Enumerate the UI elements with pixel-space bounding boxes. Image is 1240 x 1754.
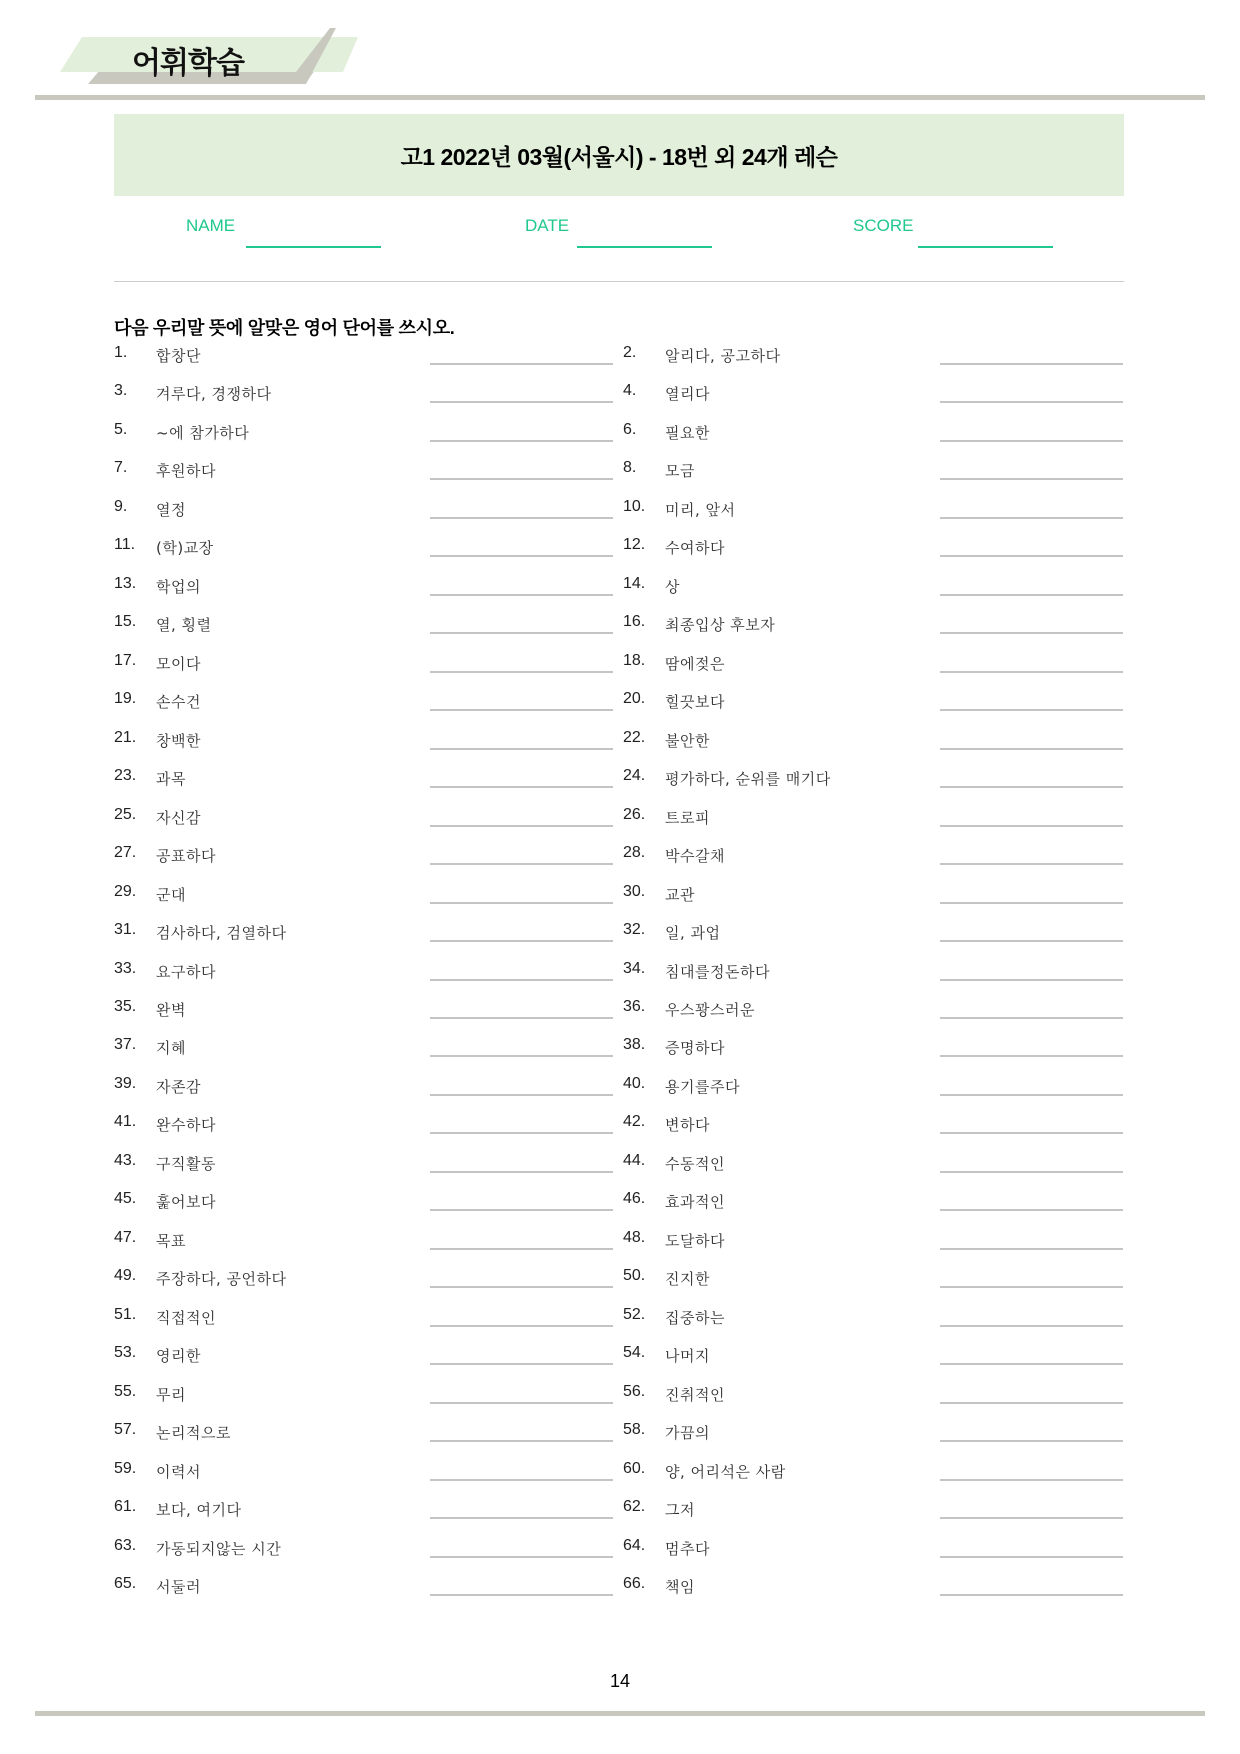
item-number: 65.	[114, 1575, 137, 1593]
item-korean-meaning: 효과적인	[665, 1193, 725, 1212]
vocab-item	[623, 1383, 1123, 1421]
item-korean-meaning: 용기를주다	[665, 1077, 740, 1096]
answer-blank[interactable]	[430, 1171, 613, 1173]
item-number: 2.	[623, 344, 637, 361]
score-label: SCORE	[853, 216, 914, 235]
answer-blank[interactable]	[940, 786, 1123, 788]
item-number: 17.	[114, 651, 137, 669]
item-korean-meaning: 땀에젖은	[665, 654, 725, 673]
item-number: 13.	[114, 574, 137, 592]
item-number: 20.	[623, 690, 646, 708]
vocab-item	[623, 1537, 1123, 1575]
item-korean-meaning: 미리, 앞서	[665, 500, 736, 519]
answer-blank[interactable]	[940, 478, 1123, 480]
date-input-line[interactable]	[577, 246, 712, 248]
answer-blank[interactable]	[940, 594, 1123, 596]
vocab-item	[623, 1498, 1123, 1536]
item-number: 52.	[623, 1305, 646, 1323]
item-korean-meaning: 주장하다, 공언하다	[156, 1270, 287, 1289]
item-number: 53.	[114, 1344, 137, 1362]
item-korean-meaning: 증명하다	[665, 1039, 725, 1058]
item-number: 36.	[623, 997, 646, 1015]
vocab-item	[114, 421, 614, 459]
item-korean-meaning: 학업의	[156, 577, 201, 596]
vocab-item	[623, 806, 1123, 844]
instruction-text: 다음 우리말 뜻에 알맞은 영어 단어를 쓰시오.	[114, 318, 455, 338]
answer-blank[interactable]	[940, 1479, 1123, 1481]
item-number: 62.	[623, 1498, 646, 1516]
item-korean-meaning: 논리적으로	[156, 1424, 231, 1443]
item-number: 5.	[114, 420, 128, 438]
item-number: 34.	[623, 959, 646, 977]
score-field	[853, 216, 913, 236]
score-input-line[interactable]	[918, 246, 1053, 248]
answer-blank[interactable]	[430, 1248, 613, 1250]
item-korean-meaning: 무리	[156, 1385, 186, 1404]
vocab-item	[623, 1075, 1123, 1113]
item-number: 39.	[114, 1074, 137, 1092]
vocab-item	[114, 1575, 614, 1613]
answer-blank[interactable]	[430, 1286, 613, 1288]
answer-blank[interactable]	[940, 1017, 1123, 1019]
item-number: 66.	[623, 1575, 646, 1593]
vocab-item	[114, 1036, 614, 1074]
answer-blank[interactable]	[430, 1594, 613, 1596]
vocab-item	[114, 382, 614, 420]
item-number: 54.	[623, 1344, 646, 1362]
page-number: 14	[609, 1671, 631, 1691]
answer-blank[interactable]	[430, 863, 613, 865]
date-label: DATE	[525, 216, 570, 235]
item-korean-meaning: 서둘러	[156, 1578, 201, 1597]
answer-blank[interactable]	[430, 363, 613, 365]
answer-blank[interactable]	[940, 940, 1123, 942]
item-number: 18.	[623, 651, 646, 669]
item-korean-meaning: 목표	[156, 1231, 186, 1250]
title-box	[114, 114, 1124, 196]
vocab-item	[114, 1537, 614, 1575]
answer-blank[interactable]	[430, 825, 613, 827]
answer-blank[interactable]	[940, 709, 1123, 711]
item-korean-meaning: 일, 과업	[665, 924, 721, 943]
answer-blank[interactable]	[940, 401, 1123, 403]
item-number: 57.	[114, 1421, 137, 1439]
item-korean-meaning: 겨루다, 경쟁하다	[156, 385, 272, 404]
item-korean-meaning: 검사하다, 검열하다	[156, 924, 287, 943]
item-korean-meaning: 완수하다	[156, 1116, 216, 1135]
item-number: 63.	[114, 1536, 137, 1554]
item-korean-meaning: 자존감	[156, 1077, 201, 1096]
vocab-item	[623, 344, 1123, 382]
item-number: 41.	[114, 1113, 137, 1131]
answer-blank[interactable]	[940, 555, 1123, 557]
vocab-item	[114, 1383, 614, 1421]
vocab-item	[623, 998, 1123, 1036]
item-korean-meaning: 요구하다	[156, 962, 216, 981]
item-korean-meaning: ~에 참가하다	[156, 423, 250, 442]
answer-blank[interactable]	[430, 1094, 613, 1096]
name-input-line[interactable]	[246, 246, 381, 248]
item-korean-meaning: 후원하다	[156, 462, 216, 481]
page-title: 고1 2022년 03월(서울시) - 18번 외 24개 레슨	[400, 143, 838, 170]
vocab-item	[114, 844, 614, 882]
vocab-item	[114, 344, 614, 382]
answer-blank[interactable]	[430, 709, 613, 711]
vocab-item	[114, 1267, 614, 1305]
answer-blank[interactable]	[940, 1094, 1123, 1096]
item-number: 15.	[114, 613, 137, 631]
vocab-item	[623, 1229, 1123, 1267]
vocab-item	[623, 1306, 1123, 1344]
item-korean-meaning: 힐끗보다	[665, 693, 725, 712]
answer-blank[interactable]	[940, 979, 1123, 981]
vocab-item	[114, 690, 614, 728]
answer-blank[interactable]	[430, 1402, 613, 1404]
answer-blank[interactable]	[940, 632, 1123, 634]
item-korean-meaning: 집중하는	[665, 1308, 725, 1327]
item-number: 49.	[114, 1267, 137, 1285]
item-korean-meaning: 나머지	[665, 1347, 710, 1366]
item-korean-meaning: 수여하다	[665, 539, 725, 558]
item-number: 33.	[114, 959, 137, 977]
item-korean-meaning: 평가하다, 순위를 매기다	[665, 770, 831, 789]
item-korean-meaning: 박수갈채	[665, 847, 725, 866]
answer-blank[interactable]	[940, 902, 1123, 904]
item-korean-meaning: (학)교장	[156, 539, 214, 558]
vocab-item	[623, 1575, 1123, 1613]
item-korean-meaning: 상	[665, 577, 680, 596]
item-number: 61.	[114, 1498, 137, 1516]
item-number: 55.	[114, 1382, 137, 1400]
answer-blank[interactable]	[430, 440, 613, 442]
vocab-item	[114, 883, 614, 921]
bottom-rule	[35, 1711, 1205, 1716]
item-number: 35.	[114, 997, 137, 1015]
vocab-item	[623, 767, 1123, 805]
answer-blank[interactable]	[430, 594, 613, 596]
item-number: 43.	[114, 1151, 137, 1169]
answer-blank[interactable]	[940, 440, 1123, 442]
vocab-item	[114, 536, 614, 574]
vocab-item	[114, 498, 614, 536]
answer-blank[interactable]	[430, 1479, 613, 1481]
answer-blank[interactable]	[430, 902, 613, 904]
item-number: 46.	[623, 1190, 646, 1208]
item-korean-meaning: 군대	[156, 885, 186, 904]
name-label: NAME	[186, 216, 236, 235]
vocab-item	[114, 921, 614, 959]
item-number: 60.	[623, 1459, 646, 1477]
item-korean-meaning: 완벽	[156, 1000, 186, 1019]
answer-blank[interactable]	[430, 671, 613, 673]
item-korean-meaning: 과목	[156, 770, 186, 789]
item-korean-meaning: 침대를정돈하다	[665, 962, 770, 981]
vocab-item	[114, 1460, 614, 1498]
item-korean-meaning: 합창단	[156, 347, 201, 365]
answer-blank[interactable]	[940, 1132, 1123, 1134]
vocab-item	[114, 575, 614, 613]
item-korean-meaning: 트로피	[665, 808, 710, 827]
vocab-item	[623, 921, 1123, 959]
answer-blank[interactable]	[940, 1248, 1123, 1250]
vocab-item	[623, 652, 1123, 690]
vocab-item	[623, 575, 1123, 613]
item-number: 42.	[623, 1113, 646, 1131]
vocab-item	[623, 690, 1123, 728]
answer-blank[interactable]	[430, 786, 613, 788]
item-korean-meaning: 책임	[665, 1578, 695, 1597]
date-field	[525, 216, 569, 236]
item-number: 21.	[114, 728, 137, 746]
answer-blank[interactable]	[940, 1517, 1123, 1519]
answer-blank[interactable]	[940, 1402, 1123, 1404]
answer-blank[interactable]	[430, 1132, 613, 1134]
item-korean-meaning: 훑어보다	[156, 1193, 216, 1212]
answer-blank[interactable]	[430, 1440, 613, 1442]
item-number: 7.	[114, 459, 128, 477]
vocab-item	[623, 1113, 1123, 1151]
vocab-item	[623, 883, 1123, 921]
answer-blank[interactable]	[940, 1286, 1123, 1288]
item-number: 24.	[623, 767, 646, 785]
vocab-item	[114, 652, 614, 690]
item-number: 31.	[114, 921, 137, 939]
vocab-item	[623, 613, 1123, 651]
item-korean-meaning: 열정	[156, 500, 186, 519]
item-number: 19.	[114, 690, 137, 708]
item-number: 30.	[623, 882, 646, 900]
item-korean-meaning: 영리한	[156, 1347, 201, 1366]
item-korean-meaning: 이력서	[156, 1462, 201, 1481]
item-number: 16.	[623, 613, 646, 631]
item-korean-meaning: 최종입상 후보자	[665, 616, 776, 635]
answer-blank[interactable]	[940, 1209, 1123, 1211]
vocab-item	[623, 960, 1123, 998]
item-korean-meaning: 창백한	[156, 731, 201, 750]
item-korean-meaning: 열, 횡렬	[156, 616, 212, 635]
item-korean-meaning: 구직활동	[156, 1154, 216, 1173]
vocab-item	[623, 1460, 1123, 1498]
vocab-item	[114, 1190, 614, 1228]
item-number: 3.	[114, 382, 128, 400]
item-korean-meaning: 교관	[665, 885, 695, 904]
vocab-item	[114, 767, 614, 805]
item-korean-meaning: 필요한	[665, 423, 710, 442]
item-number: 27.	[114, 844, 137, 862]
vocab-item	[114, 1152, 614, 1190]
answer-blank[interactable]	[940, 363, 1123, 365]
item-korean-meaning: 모금	[665, 462, 695, 481]
item-number: 8.	[623, 459, 637, 477]
answer-blank[interactable]	[940, 1171, 1123, 1173]
item-number: 9.	[114, 497, 128, 515]
item-number: 1.	[114, 344, 128, 361]
vocab-item	[623, 844, 1123, 882]
vocab-item	[114, 729, 614, 767]
item-korean-meaning: 가끔의	[665, 1424, 710, 1443]
answer-blank[interactable]	[940, 748, 1123, 750]
answer-blank[interactable]	[940, 1556, 1123, 1558]
answer-blank[interactable]	[940, 1594, 1123, 1596]
item-korean-meaning: 도달하다	[665, 1231, 725, 1250]
name-field	[186, 216, 235, 236]
item-number: 64.	[623, 1536, 646, 1554]
answer-blank[interactable]	[430, 632, 613, 634]
item-number: 26.	[623, 805, 646, 823]
answer-blank[interactable]	[430, 1517, 613, 1519]
item-korean-meaning: 손수건	[156, 693, 201, 712]
item-number: 32.	[623, 921, 646, 939]
answer-blank[interactable]	[940, 1325, 1123, 1327]
answer-blank[interactable]	[430, 940, 613, 942]
vocab-item	[114, 1229, 614, 1267]
item-number: 29.	[114, 882, 137, 900]
answer-blank[interactable]	[940, 517, 1123, 519]
item-number: 25.	[114, 805, 137, 823]
vocab-item	[623, 421, 1123, 459]
item-number: 6.	[623, 420, 637, 438]
item-number: 4.	[623, 382, 637, 400]
item-number: 12.	[623, 536, 646, 554]
item-number: 44.	[623, 1151, 646, 1169]
top-rule	[35, 95, 1205, 100]
vocab-item	[114, 1306, 614, 1344]
item-number: 11.	[114, 536, 136, 554]
vocab-item	[623, 459, 1123, 497]
item-korean-meaning: 가동되지않는 시간	[156, 1539, 282, 1558]
vocab-item	[623, 1267, 1123, 1305]
header-divider	[114, 281, 1124, 282]
item-number: 14.	[623, 574, 646, 592]
section-banner	[60, 26, 370, 88]
vocab-item	[114, 1344, 614, 1382]
answer-blank[interactable]	[430, 1325, 613, 1327]
item-number: 47.	[114, 1228, 137, 1246]
answer-blank[interactable]	[430, 1556, 613, 1558]
item-korean-meaning: 양, 어리석은 사람	[665, 1462, 786, 1481]
answer-blank[interactable]	[430, 1363, 613, 1365]
vocab-item	[114, 1421, 614, 1459]
item-korean-meaning: 공표하다	[156, 847, 216, 866]
item-number: 45.	[114, 1190, 137, 1208]
item-korean-meaning: 불안한	[665, 731, 710, 750]
item-number: 37.	[114, 1036, 137, 1054]
vocab-item	[114, 998, 614, 1036]
item-number: 40.	[623, 1074, 646, 1092]
banner-title: 어휘학습	[132, 46, 244, 81]
item-number: 38.	[623, 1036, 646, 1054]
vocab-item	[623, 1344, 1123, 1382]
item-korean-meaning: 그저	[665, 1501, 695, 1520]
answer-blank[interactable]	[430, 517, 613, 519]
vocab-item	[623, 382, 1123, 420]
answer-blank[interactable]	[940, 1440, 1123, 1442]
vocab-item	[114, 806, 614, 844]
answer-blank[interactable]	[430, 1055, 613, 1057]
item-korean-meaning: 변하다	[665, 1116, 710, 1135]
item-korean-meaning: 직접적인	[156, 1308, 216, 1327]
vocab-item	[623, 536, 1123, 574]
vocab-item	[114, 613, 614, 651]
vocab-item	[114, 1498, 614, 1536]
vocab-item	[114, 1113, 614, 1151]
vocab-item	[623, 1036, 1123, 1074]
answer-blank[interactable]	[940, 671, 1123, 673]
answer-blank[interactable]	[940, 1055, 1123, 1057]
item-number: 58.	[623, 1421, 646, 1439]
item-korean-meaning: 알리다, 공고하다	[665, 347, 781, 365]
item-korean-meaning: 멈추다	[665, 1539, 710, 1558]
item-number: 28.	[623, 844, 646, 862]
answer-blank[interactable]	[430, 478, 613, 480]
answer-blank[interactable]	[430, 401, 613, 403]
vocab-item	[623, 1421, 1123, 1459]
item-korean-meaning: 우스꽝스러운	[665, 1000, 755, 1019]
vocab-item	[623, 1190, 1123, 1228]
item-korean-meaning: 지혜	[156, 1039, 186, 1058]
item-number: 48.	[623, 1228, 646, 1246]
answer-blank[interactable]	[940, 825, 1123, 827]
vocab-item	[114, 960, 614, 998]
item-korean-meaning: 열리다	[665, 385, 710, 404]
vocab-item	[623, 1152, 1123, 1190]
item-number: 59.	[114, 1459, 137, 1477]
item-number: 50.	[623, 1267, 646, 1285]
item-korean-meaning: 진지한	[665, 1270, 710, 1289]
vocab-item	[623, 498, 1123, 536]
vocab-item	[114, 1075, 614, 1113]
item-korean-meaning: 모이다	[156, 654, 201, 673]
answer-blank[interactable]	[430, 979, 613, 981]
answer-blank[interactable]	[940, 863, 1123, 865]
item-number: 51.	[114, 1305, 137, 1323]
vocab-item	[623, 729, 1123, 767]
item-korean-meaning: 자신감	[156, 808, 201, 827]
item-number: 56.	[623, 1382, 646, 1400]
answer-blank[interactable]	[430, 555, 613, 557]
item-korean-meaning: 보다, 여기다	[156, 1501, 242, 1520]
answer-blank[interactable]	[430, 1209, 613, 1211]
item-number: 22.	[623, 728, 646, 746]
item-number: 23.	[114, 767, 137, 785]
vocab-item	[114, 459, 614, 497]
answer-blank[interactable]	[940, 1363, 1123, 1365]
item-korean-meaning: 진취적인	[665, 1385, 725, 1404]
item-number: 10.	[623, 497, 646, 515]
answer-blank[interactable]	[430, 748, 613, 750]
item-korean-meaning: 수동적인	[665, 1154, 725, 1173]
answer-blank[interactable]	[430, 1017, 613, 1019]
